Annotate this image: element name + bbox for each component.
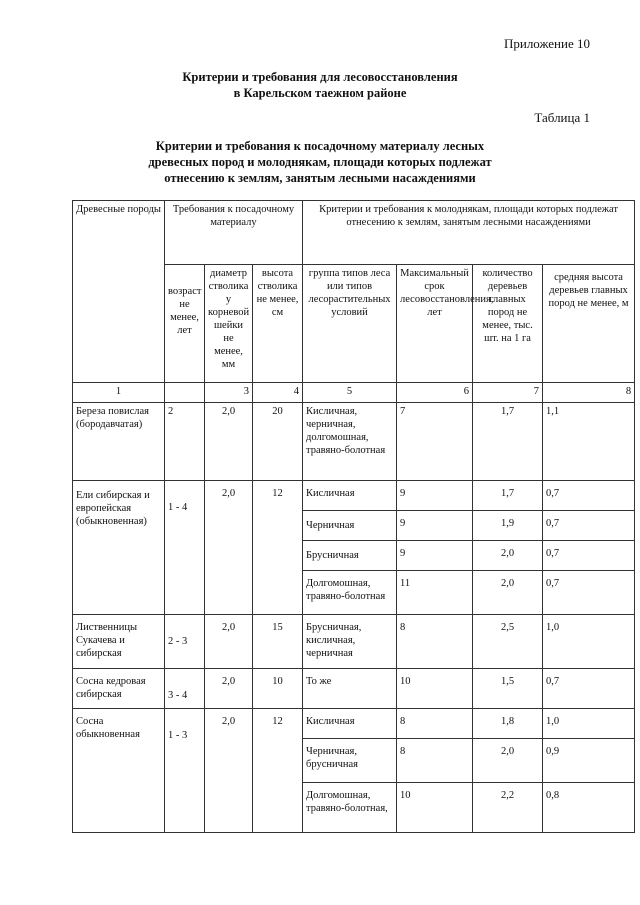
species-cell: Сосна обыкновенная	[73, 709, 165, 833]
max-term-cell: 11	[397, 571, 473, 615]
age-cell: 3 - 4	[165, 669, 205, 709]
table-title-line: отнесению к землям, занятым лесными насаждениями	[164, 171, 476, 185]
header-species: Древесные породы	[73, 201, 165, 383]
average-height-cell: 0,7	[543, 541, 635, 571]
tree-count-cell: 2,0	[473, 541, 543, 571]
forest-type-cell: Брусничная, кисличная, черничная	[303, 615, 397, 669]
diameter-cell: 2,0	[205, 481, 253, 615]
tree-count-cell: 1,8	[473, 709, 543, 739]
age-cell: 2	[165, 403, 205, 481]
tree-count-cell: 2,5	[473, 615, 543, 669]
column-number: 5	[303, 383, 397, 403]
table-row	[73, 669, 635, 709]
column-number	[165, 383, 205, 403]
column-number-row	[73, 383, 635, 403]
table-row	[73, 481, 635, 511]
tree-count-cell: 1,5	[473, 669, 543, 709]
tree-count-cell: 2,0	[473, 739, 543, 783]
tree-count-cell: 1,7	[473, 481, 543, 511]
max-term-cell: 9	[397, 541, 473, 571]
column-number: 7	[473, 383, 543, 403]
header-young-stands: Критерии и требования к молоднякам, площади которых подлежат отнесению к землям, занятым лесными насаждениями	[303, 201, 635, 265]
diameter-cell: 2,0	[205, 403, 253, 481]
header-diameter: диаметр стволика у корневой шейки не менее, мм	[205, 265, 253, 383]
average-height-cell: 1,1	[543, 403, 635, 481]
tree-count-cell: 1,7	[473, 403, 543, 481]
header-tree-count: количество деревьев главных пород не менее, тыс. шт. на 1 га	[473, 265, 543, 383]
species-cell: Ели сибирская и европейская (обыкновенная)	[73, 481, 165, 615]
table-row	[73, 403, 635, 481]
max-term-cell: 8	[397, 615, 473, 669]
table-title-line: древесных пород и молоднякам, площади которых подлежат	[148, 155, 492, 169]
max-term-cell: 10	[397, 783, 473, 833]
column-number: 1	[73, 383, 165, 403]
height-cell: 10	[253, 669, 303, 709]
max-term-cell: 10	[397, 669, 473, 709]
average-height-cell: 0,8	[543, 783, 635, 833]
max-term-cell: 8	[397, 709, 473, 739]
max-term-cell: 9	[397, 511, 473, 541]
column-number: 6	[397, 383, 473, 403]
header-max-term: Максимальный срок лесовосстановления, лет	[397, 265, 473, 383]
diameter-cell: 2,0	[205, 669, 253, 709]
title-line: Критерии и требования для лесовосстановления	[182, 70, 458, 84]
average-height-cell: 0,7	[543, 481, 635, 511]
species-cell: Сосна кедровая сибирская	[73, 669, 165, 709]
diameter-cell: 2,0	[205, 615, 253, 669]
age-cell: 1 - 4	[165, 481, 205, 615]
table-number: Таблица 1	[534, 110, 590, 125]
header-height: высота стволика не менее, см	[253, 265, 303, 383]
max-term-cell: 7	[397, 403, 473, 481]
table-title-line: Критерии и требования к посадочному материалу лесных	[155, 139, 485, 153]
column-number: 8	[543, 383, 635, 403]
average-height-cell: 1,0	[543, 709, 635, 739]
height-cell: 12	[253, 709, 303, 833]
table-row	[73, 709, 635, 739]
height-cell: 15	[253, 615, 303, 669]
header-average-height: средняя высота деревьев главных пород не менее, м	[543, 265, 635, 383]
age-cell: 1 - 3	[165, 709, 205, 833]
tree-count-cell: 2,0	[473, 571, 543, 615]
forest-type-cell: Долгомошная, травяно-болотная,	[303, 783, 397, 833]
max-term-cell: 9	[397, 481, 473, 511]
forest-type-cell: Черничная, брусничная	[303, 739, 397, 783]
document-title	[0, 69, 640, 101]
tree-count-cell: 2,2	[473, 783, 543, 833]
height-cell: 20	[253, 403, 303, 481]
tree-count-cell: 1,9	[473, 511, 543, 541]
appendix-label: Приложение 10	[503, 36, 590, 51]
header-forest-group: группа типов леса или типов лесорастительных условий	[303, 265, 397, 383]
average-height-cell: 0,9	[543, 739, 635, 783]
average-height-cell: 0,7	[543, 669, 635, 709]
average-height-cell: 0,7	[543, 571, 635, 615]
table-title	[90, 138, 550, 186]
height-cell: 12	[253, 481, 303, 615]
age-cell: 2 - 3	[165, 615, 205, 669]
criteria-table	[72, 200, 635, 833]
species-cell: Лиственницы Сукачева и сибирская	[73, 615, 165, 669]
max-term-cell: 8	[397, 739, 473, 783]
forest-type-cell: Брусничная	[303, 541, 397, 571]
forest-type-cell: Кисличная	[303, 709, 397, 739]
column-number: 4	[253, 383, 303, 403]
average-height-cell: 1,0	[543, 615, 635, 669]
forest-type-cell: Черничная	[303, 511, 397, 541]
forest-type-cell: Долгомошная, травяно-болотная	[303, 571, 397, 615]
forest-type-cell: То же	[303, 669, 397, 709]
table-row	[73, 615, 635, 669]
header-age: возраст не менее, лет	[165, 265, 205, 383]
title-line: в Карельском таежном районе	[233, 86, 407, 100]
diameter-cell: 2,0	[205, 709, 253, 833]
forest-type-cell: Кисличная, черничная, долгомошная, травяно-болотная	[303, 403, 397, 481]
forest-type-cell: Кисличная	[303, 481, 397, 511]
column-number: 3	[205, 383, 253, 403]
header-planting-material: Требования к посадочному материалу	[165, 201, 303, 265]
species-cell: Береза повислая (бородавчатая)	[73, 403, 165, 481]
average-height-cell: 0,7	[543, 511, 635, 541]
